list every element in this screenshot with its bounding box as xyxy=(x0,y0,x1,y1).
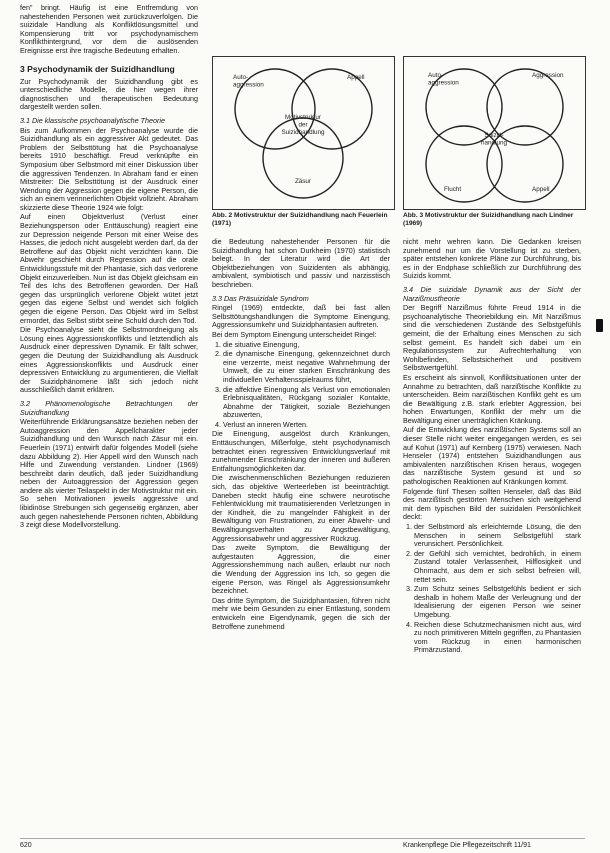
label-suizidhandlung: Suizid-handlung xyxy=(481,132,507,147)
section-3-heading: 3 Psychodynamik der Suizidhandlung xyxy=(20,63,175,74)
paragraph-beziehungen: Die zwischenmenschlichen Beziehungen reduzieren sich, das objektive Werteerleben ist beeinträchtigt. Daneben steckt häufig eine schwere neurotische Fehlentwicklung mit traumatisierenden Verletzungen in der Kindheit, die zu mangelnder Fähigkeit in der Bewältigung von Frustrationen, zu einer Abwehr- und Bewältigungsverhalten zu Angstbewältigung, Aggressionsabwehr und aggressiver Rückzug. xyxy=(212,473,390,543)
figure-3-caption: Abb. 3 Motivstruktur der Suizidhandlung nach Lindner (1969) xyxy=(403,212,574,227)
paragraph-henseler: Auf die Entwicklung des narzißtischen Systems soll an dieser Stelle nicht weiter eingegangen werden, es sei auf Kohut (1971) auf Kernberg (1975) verwiesen. Nach Henseler (1974) entstehen Suizidhandlungen aus ambivalenten narzißtischen Krisen heraus, wogegen das narzißtische System gesund ist und so pathologischen Reaktionen auf Kränkungen kommt. xyxy=(403,425,581,487)
paragraph-suizidphantasien: Das dritte Symptom, die Suizidphantasien, führen nicht mehr wie beim Gesunden zu einer Entlastung, sondern entwickeln eine Eigendynamik, gegen die sich der Betroffene zunehmend xyxy=(212,595,390,631)
figure-3-venn-diagram xyxy=(403,56,586,210)
column-1 xyxy=(20,4,198,531)
paragraph-continuation: nicht mehr wehren kann. Die Gedanken kreisen zunehmend nur um die Vorstellung ist zu sterben, später entstehen konkrete Pläne zur Durchführung, bis es in der Endphase schließlich zur Durchführung des Suizids kommt. xyxy=(403,237,581,281)
label-appell: Appell xyxy=(347,74,365,81)
section-3-1-paragraph-c: Die Psychoanalyse sieht die Selbstmordneigung als Lösung eines Aggressionskonflikts und letztendlich als Ausdruck einer depressiven Dynamik. Er fällt schwer, gegen die Deutung der Suizidhandlung als Ausdruck eines Aggressionskonflikts und Ausdruck einer depressiven Entwicklung zu argumentieren, die Vielfalt der Suizidphänomene läßt sich jedoch nicht ausschließlich damit erklären. xyxy=(20,325,198,395)
figure-2-caption: Abb. 2 Motivstruktur der Suizidhandlung nach Feuerlein (1971) xyxy=(212,212,388,227)
paragraph-aggressionsumkehr: Das zweite Symptom, die Bewältigung der aufgestauten Aggression, die einer Aggressionshemmung nach außen, erlaubt nur noch die Wendung der Aggression ins Ich, so gegen die eigene Person, was Ringel als Aggressionsumkehr bezeichnet. xyxy=(212,543,390,596)
label-motivstruktur: Motivstruktur der Suizidhandlung xyxy=(281,114,325,136)
column-3 xyxy=(403,238,581,656)
section-3-3-heading: 3.3 Das Präsuizidale Syndrom xyxy=(212,293,309,303)
list-item: 2. der Gefühl sich vernichtet, bedrohlich, in einem Zustand totaler Verlassenheit, Hilflosigkeit und Ohnmacht, aus dem er sich selbst befreien will, rettet sein. xyxy=(414,550,581,584)
figure-2-venn-diagram xyxy=(212,56,395,210)
footer-rule xyxy=(20,838,585,839)
section-3-4-heading: 3.4 Die suizidale Dynamik aus der Sicht der Narzißmustheorie xyxy=(403,284,581,303)
paragraph-einengung: Die Einengung, ausgelöst durch Kränkungen, Enttäuschungen, Mißerfolge, steht psychodynamisch betrachtet einen regressiven Entwicklungsverlauf mit zunehmender Einschränkung der inneren und äußeren Entfaltungsmöglichkeiten dar. xyxy=(212,429,390,473)
edge-marker xyxy=(596,319,603,332)
paragraph-objektbeziehungen: die Bedeutung nahestehender Personen für die Suizidhandlung hat schon Durkheim (1970) statistisch belegt. In der Literatur wird die Art der Objektbeziehungen von Suizidenten als abhängig, ambivalent, symbiotisch und passiv und narzisstisch beschrieben. xyxy=(212,237,390,289)
label-flucht: Flucht xyxy=(444,186,462,193)
label-zaesur: Zäsur xyxy=(294,178,312,185)
label-aggression: Aggression xyxy=(532,72,564,79)
section-3-2-heading: 3.2 Phänomenologische Betrachtungen der Suizidhandlung xyxy=(20,398,198,417)
list-item: 3. Zum Schutz seines Selbstgefühls bedient er sich deshalb in hohem Maße der Verleugnung und der Idealisierung der eigenen Person wie seiner Umgebung. xyxy=(414,585,581,619)
list-item: 2. die dynamische Einengung, gekennzeichnet durch eine verzerrte, meist negative Wahrnehmung der Umwelt, die zu einer starken Einschränkung des individuellen Verhaltensspielraums führt, xyxy=(223,350,390,384)
section-3-2-paragraph: Weiterführende Erklärungsansätze beziehen neben der Autoaggression den Appellcharakter jeder Suizidhandlung und den Wunsch nach Zäsur mit ein. Feuerlein (1971) entwirft dafür folgendes Modell (siehe dazu Abbildung 2). Hier Appell wird den Wunsch nach Hilfe und Zuwendung verstanden. Lindner (1969) beschreibt darin deutlich, daß jeder Suizidhandlung neben der Autoaggression der Aggression gegen andere als vierter Teilaspekt in der Motivstruktur mit ein. So sehen Motivationen jeweils aggressive und libidinöse Strebungen sich gegenseitig ergänzen, aber auch gegen nahestehende Personen richten, Abbildung 3 zeigt diese Modellvorstellung. xyxy=(20,417,198,530)
list-item: 1. der Selbstmord als erleichternde Lösung, die den Menschen in seinem Selbstgefühl stark verunsichert. Persönlichkeit. xyxy=(414,523,581,549)
section-3-1-heading: 3.1 Die klassische psychoanalytische Theorie xyxy=(20,115,166,125)
section-3-3-paragraph: Ringel (1969) entdeckte, daß bei fast allen Selbsttötungshandlungen die Symptome Einengung, Aggressionsumkehr und Suizidphantasien auftreten. xyxy=(212,303,390,330)
column-2 xyxy=(212,238,390,632)
list-item: 1. die situative Einengung, xyxy=(223,341,390,350)
list-item: 3. die affektive Einengung als Verlust von emotionalen Erlebnisqualitäten, Rückgang sozialer Kontakte, Abnahme der Tätigkeit, soziale Beziehungen abzuwerten, xyxy=(223,386,390,420)
list-item: 4. Reichen diese Schutzmechanismen nicht aus, wird zu noch primitiveren Mitteln gegriffen, zu Phantasien vom Rückzug in einen harmonischen Primärzustand. xyxy=(414,621,581,655)
list-item: 4. Verlust an inneren Werten. xyxy=(223,421,390,430)
einengung-list xyxy=(212,341,390,430)
intro-paragraph: fen” bringt. Häufig ist eine Entfremdung von nahestehenden Personen weit zurückzuverfolgen. Die suizidale Handlung als Konfliktlösungsmittel und Kompensierung tritt vor psychodynamischem Konflikthintergrund, vor dem die auslösenden Ereignisse erst ihre tragische Bedeutung erhalten. xyxy=(20,3,198,55)
thesen-list xyxy=(403,523,581,655)
label-autoaggression: Auto-aggression xyxy=(428,72,459,87)
journal-footer: Krankenpflege Die Pflegezeitschrift 11/91 xyxy=(403,842,531,849)
page-number: 620 xyxy=(20,842,32,849)
section-3-4-paragraph: Der Begriff Narzißmus führte Freud 1914 in die psychoanalytische Theoriebildung ein. Mit Narzißmus sind die verschiedenen Zustände des Selbstgefühls gemeint, die der Erhaltung eines Menschen zu sich selbst gemeint. Es handelt sich dabei um ein Regulationssystem zur Aufrechterhaltung von Wohlbefinden, Selbstsicherheit und positivem Selbstwertgefühl. xyxy=(403,303,581,373)
paragraph-konflikte: Es erscheint als sinnvoll, Konfliktsituationen unter der Annahme zu betrachten, daß narzißtische Konflikte zu unterscheiden. Beim narzißtischen Konflikt geht es um die Bewältigung z.B. stark erlebter Aggression, bei hohen Erwartungen, Konflikt der mehr um die Bewältigung einer unerträglichen Kränkung. xyxy=(403,372,581,425)
label-appell: Appell xyxy=(532,186,550,193)
paragraph-thesen: Folgende fünf Thesen sollten Henseler, daß das Bild des narzißtisch gestörten Menschen sich weitgehend mit dem typischen Bild der suizidalen Persönlichkeit deckt: xyxy=(403,486,581,522)
section-3-1-paragraph-a: Bis zum Aufkommen der Psychoanalyse wurde die Suizidhandlung als ein aggressiver Akt gedeutet. Das Problem der Selbsttötung hat die Psychoanalyse bereits 1910 beschäftigt. Freud verknüpfte ein Symposium über Selbstmord mit einer Diskussion über die aggressiven Tendenzen. In Abraham fand er einen Mitstreiter: Die Selbsttötung ist der Ausdruck einer Wendung der Aggression gegen die eigene Person, die sich an einem verinnerlichten Objekt vollzieht. Abraham skizzierte diese Theorie 1924 wie folgt: xyxy=(20,125,198,212)
section-3-3-paragraph-b: Bei dem Symptom Einengung unterscheidet Ringel: xyxy=(212,329,377,339)
label-autoaggression: Auto-aggression xyxy=(233,74,264,89)
section-3-paragraph: Zur Psychodynamik der Suizidhandlung gibt es unterschiedliche Modelle, die hier wegen ihrer diagnostischen und therapeutischen Bedeutung dargestellt werden sollen. xyxy=(20,76,198,112)
circle-appell xyxy=(292,69,372,149)
section-3-1-paragraph-b: Auf einen Objektverlust (Verlust einer Beziehungsperson oder Enttäuschung) reagiert eine zur Depression neigende Person mit einer Weise des Hasses, die jedoch nicht ausgelebt werden darf, da der Betroffene auf das Objekt nicht verzichten kann. Die Abwehr geschieht durch Regression auf die orale Entwicklungsstufe mit der Phantasie, sich das verlorene Objekt einzuverleiben. Nun ist das Objekt gleichsam ein Teil des Ichs des Betroffenen geworden. Der Haß gegen das ursprünglich verlorene Objekt wütet jetzt gegen das eigene Selbst und wendet sich folglich gegen die eigene Person. Das Objekt wird im Selbst ermordet, das Selbst stirbt seine Schuld durch den Tod. xyxy=(20,212,198,325)
